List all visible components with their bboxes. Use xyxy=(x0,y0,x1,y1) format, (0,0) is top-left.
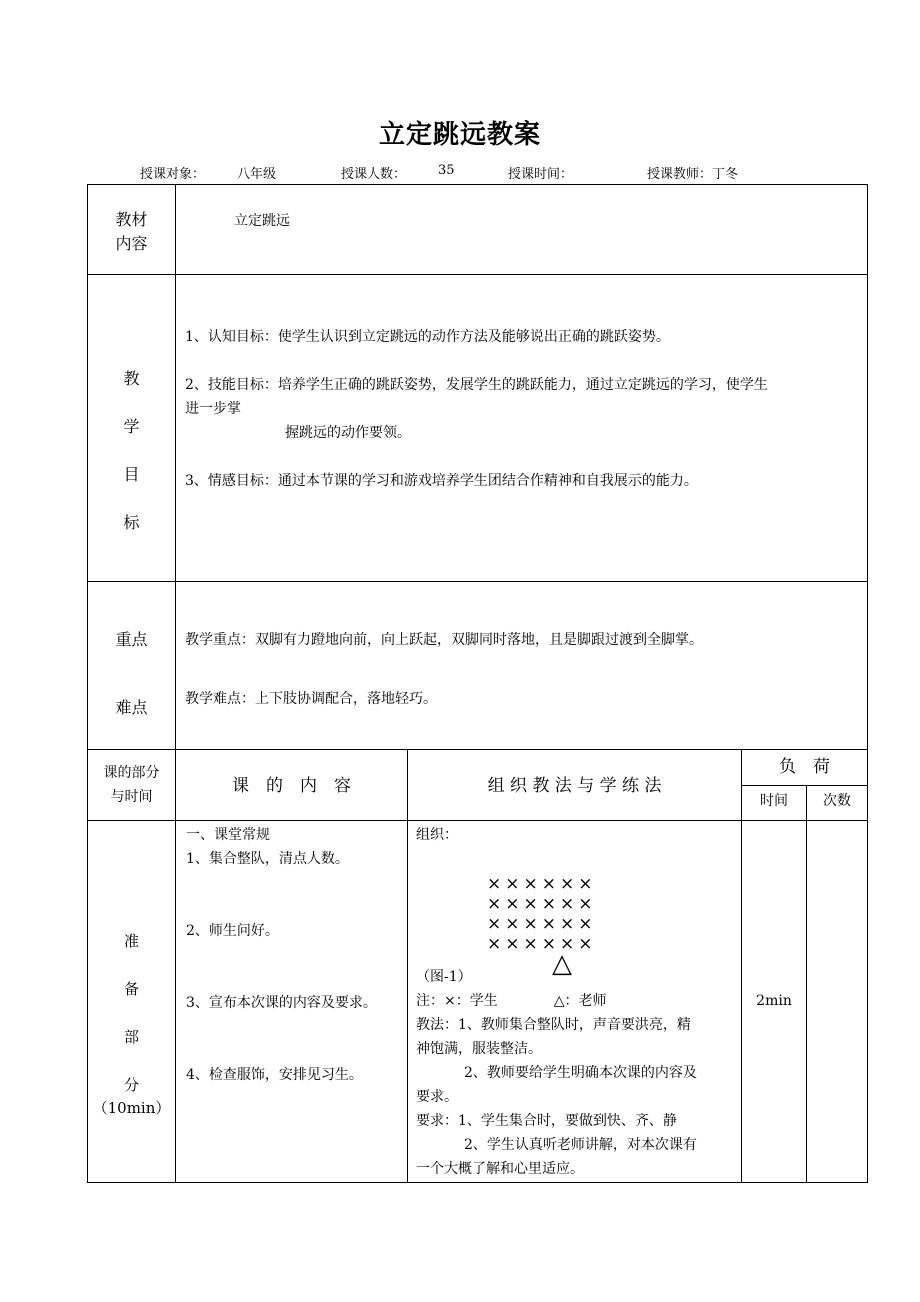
prep-content-heading: 一、课堂常规 xyxy=(186,827,270,843)
goal-3: 3、情感目标：通过本节课的学习和游戏培养学生团结合作精神和自我展示的能力。 xyxy=(185,473,698,489)
header-time-cell xyxy=(742,786,807,821)
formation-row: ×××××× xyxy=(487,914,597,934)
teacher-label: 授课教师：丁冬 xyxy=(647,167,739,182)
difficulty-label: 难点 xyxy=(115,698,148,717)
goals-row xyxy=(88,275,868,582)
prep-item-4: 4、检查服饰，安排见习生。 xyxy=(186,1067,363,1083)
header-content-cell xyxy=(176,750,408,821)
goals-label-char: 学 xyxy=(123,417,140,436)
goals-label-char: 目 xyxy=(123,465,140,484)
header-part-time-cell xyxy=(88,750,176,821)
prep-item-3: 3、宣布本次课的内容及要求。 xyxy=(186,995,377,1011)
time-label: 授课时间： xyxy=(508,167,574,182)
figure-label: （图-1） xyxy=(416,969,472,985)
goal-2-line-3: 握跳远的动作要领。 xyxy=(285,425,411,441)
prep-content-cell xyxy=(176,821,408,1183)
prep-item-1: 1、集合整队，清点人数。 xyxy=(186,851,349,867)
prep-count-cell xyxy=(807,821,868,1183)
prep-label-char: 准 xyxy=(123,932,139,950)
prep-label-cell xyxy=(88,821,176,1183)
header-content: 课 的 内 容 xyxy=(232,776,351,796)
target-label: 授课对象： xyxy=(140,167,206,182)
method-2-line-1: 2、教师要给学生明确本次课的内容及 xyxy=(464,1065,697,1081)
target-value: 八年级 xyxy=(237,167,277,182)
header-method: 组 织 教 法 与 学 练 法 xyxy=(487,776,662,796)
key-row xyxy=(88,582,868,750)
goals-label-char: 教 xyxy=(123,369,140,388)
prep-time-cell xyxy=(742,821,807,1183)
method-1-line-1: 教法：1、教师集合整队时，声音要洪亮，精 xyxy=(416,1017,691,1033)
teacher-triangle-icon: △ xyxy=(552,949,572,979)
formation-legend: 注：×：学生 △：老师 xyxy=(416,993,607,1009)
header-count: 次数 xyxy=(823,793,851,809)
content-value: 立定跳远 xyxy=(234,213,290,229)
content-label-1: 教材 xyxy=(115,210,148,229)
key-value-cell xyxy=(176,582,868,750)
page-title: 立定跳远教案 xyxy=(378,120,541,150)
formation-row: ×××××× xyxy=(487,874,597,894)
goal-2-line-1: 2、技能目标：培养学生正确的跳跃姿势，发展学生的跳跃能力，通过立定跳远的学习，使学生 xyxy=(185,377,768,393)
header-load: 负 荷 xyxy=(779,757,830,777)
method-2-line-2: 要求。 xyxy=(416,1089,458,1105)
goal-1: 1、认知目标：使学生认识到立定跳远的动作方法及能够说出正确的跳跃姿势。 xyxy=(185,329,670,345)
content-row xyxy=(88,185,868,275)
content-value-cell xyxy=(176,185,868,275)
method-1-line-2: 神饱满，服装整洁。 xyxy=(416,1041,542,1057)
requirement-2-line-1: 2、学生认真听老师讲解，对本次课有 xyxy=(464,1137,697,1153)
header-count-cell xyxy=(807,786,868,821)
goals-label-char: 标 xyxy=(123,513,140,532)
lesson-plan-table xyxy=(87,184,868,1183)
count-value: 35 xyxy=(438,163,455,178)
goal-2-line-2: 进一步掌 xyxy=(185,401,241,417)
goals-value-cell xyxy=(176,275,868,582)
formation-row: ×××××× xyxy=(487,894,597,914)
key-point: 教学重点：双脚有力蹬地向前，向上跃起，双脚同时落地，且是脚跟过渡到全脚掌。 xyxy=(185,632,703,648)
header-part-time-2: 与时间 xyxy=(110,789,153,805)
prep-label-char: 备 xyxy=(123,980,139,998)
formation-row: ×××××× xyxy=(487,934,597,954)
prep-time: 2min xyxy=(756,993,792,1009)
requirement-1: 要求：1、学生集合时，要做到快、齐、静 xyxy=(416,1113,677,1129)
header-row-1 xyxy=(88,750,868,786)
requirement-2-line-2: 一个大概了解和心里适应。 xyxy=(416,1161,584,1177)
header-method-cell xyxy=(408,750,742,821)
formation-diagram xyxy=(487,874,596,954)
prep-row xyxy=(88,821,868,1183)
count-label: 授课人数： xyxy=(341,167,407,182)
content-label-cell xyxy=(88,185,176,275)
org-label: 组织： xyxy=(416,827,458,843)
content-label-2: 内容 xyxy=(115,234,148,253)
goals-label-cell xyxy=(88,275,176,582)
key-label: 重点 xyxy=(115,630,148,649)
prep-item-2: 2、师生问好。 xyxy=(186,923,279,939)
prep-label-char: 分 xyxy=(123,1076,139,1094)
difficulty-point: 教学难点：上下肢协调配合，落地轻巧。 xyxy=(185,691,437,707)
key-label-cell xyxy=(88,582,176,750)
header-load-cell xyxy=(742,750,868,786)
header-time: 时间 xyxy=(760,793,788,809)
header-part-time-1: 课的部分 xyxy=(103,765,160,781)
prep-label-char: 部 xyxy=(123,1028,139,1046)
prep-duration: （10min） xyxy=(92,1099,171,1117)
